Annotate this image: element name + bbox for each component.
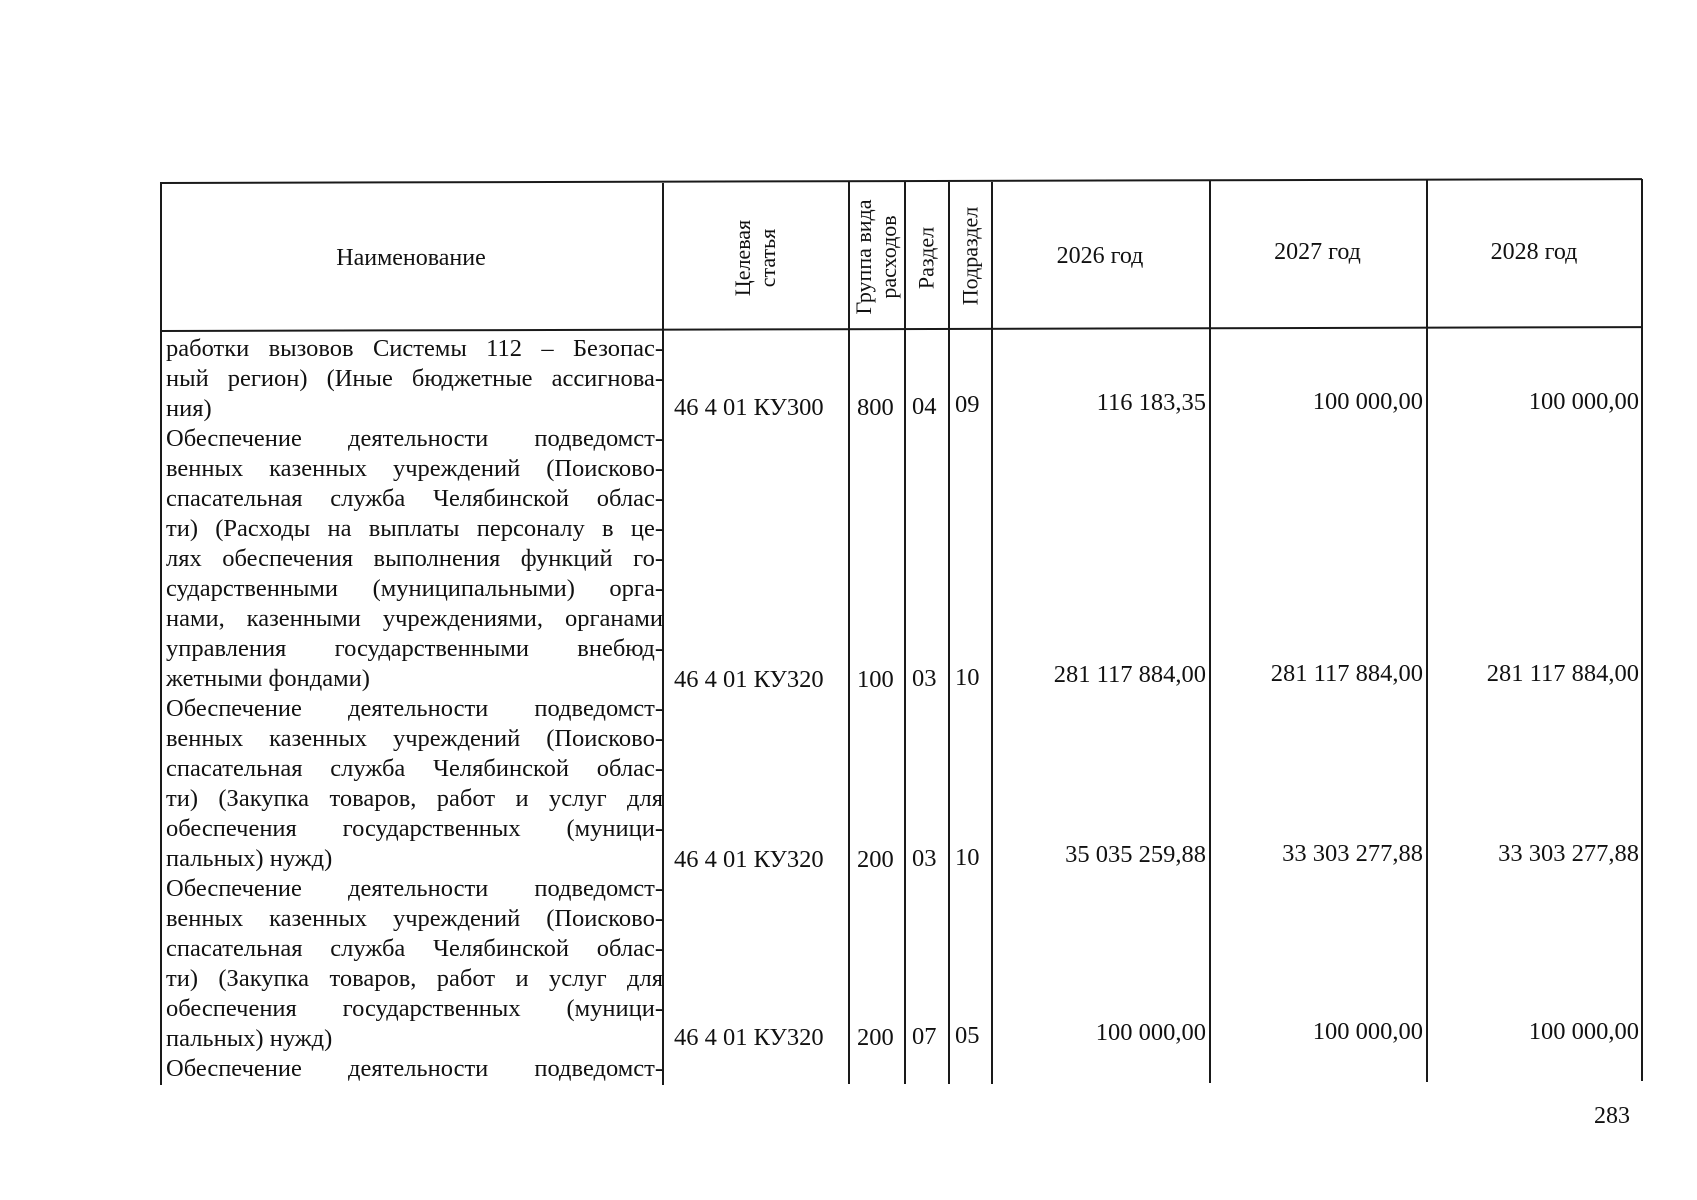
row2-name-line: управления государственными внебюд- bbox=[166, 635, 663, 662]
header-target-article bbox=[730, 220, 780, 296]
row4-2026: 100 000,00 bbox=[1095, 1019, 1206, 1046]
row1-article: 46 4 01 КУ300 bbox=[674, 394, 824, 421]
header-target-article-line1: Целевая bbox=[730, 219, 755, 297]
row4-section: 07 bbox=[912, 1023, 937, 1050]
row2-name-line: ти) (Расходы на выплаты персоналу в це- bbox=[166, 515, 663, 542]
col-border-section bbox=[948, 182, 950, 1084]
header-expense-group bbox=[851, 200, 901, 315]
row1-section: 04 bbox=[912, 393, 937, 420]
row3-name bbox=[166, 694, 663, 874]
row4-subsection: 05 bbox=[955, 1022, 980, 1049]
row3-2026: 35 035 259,88 bbox=[1065, 841, 1206, 868]
row3-section: 03 bbox=[912, 845, 937, 872]
row3-2027: 33 303 277,88 bbox=[1282, 840, 1423, 867]
row2-group: 100 bbox=[857, 666, 894, 693]
row4-name-line: пальных) нужд) bbox=[166, 1025, 333, 1052]
row1-group: 800 bbox=[857, 394, 894, 421]
header-section: Раздел bbox=[913, 226, 939, 290]
row3-subsection: 10 bbox=[955, 844, 980, 871]
row2-name bbox=[166, 424, 663, 694]
col-border-2027 bbox=[1426, 180, 1428, 1082]
row4-article: 46 4 01 КУ320 bbox=[674, 1024, 824, 1051]
row2-2028: 281 117 884,00 bbox=[1486, 660, 1639, 687]
row3-name-line: обеспечения государственных (муници- bbox=[166, 815, 663, 842]
row4-name-line: венных казенных учреждений (Поисково- bbox=[166, 905, 663, 932]
row3-2028: 33 303 277,88 bbox=[1498, 840, 1639, 867]
col-border-left bbox=[160, 183, 162, 1085]
row4-name-line: ти) (Закупка товаров, работ и услуг для bbox=[166, 965, 663, 992]
col-border-subsection bbox=[991, 182, 993, 1084]
header-bottom-border bbox=[160, 326, 1642, 332]
header-subsection: Подраздел bbox=[957, 206, 983, 306]
row4-group: 200 bbox=[857, 1024, 894, 1051]
row1-2027: 100 000,00 bbox=[1312, 388, 1423, 415]
row4-name-line: обеспечения государственных (муници- bbox=[166, 995, 663, 1022]
header-name: Наименование bbox=[336, 245, 486, 271]
table-top-border bbox=[160, 178, 1642, 184]
header-2027: 2027 год bbox=[1274, 239, 1361, 265]
trailing-name-line bbox=[166, 1054, 663, 1084]
row2-name-line: нами, казенными учреждениями, органами bbox=[166, 605, 663, 632]
row2-name-line: сударственными (муниципальными) орга- bbox=[166, 575, 663, 602]
col-border-2026 bbox=[1209, 181, 1211, 1083]
row3-article: 46 4 01 КУ320 bbox=[674, 846, 824, 873]
header-expense-group-line2: расходов bbox=[876, 215, 901, 299]
row1-2028: 100 000,00 bbox=[1528, 388, 1639, 415]
row2-name-line: Обеспечение деятельности подведомст- bbox=[166, 425, 663, 452]
row3-group: 200 bbox=[857, 846, 894, 873]
row4-name bbox=[166, 874, 663, 1054]
row4-2028: 100 000,00 bbox=[1528, 1018, 1639, 1045]
row1-name-line: ный регион) (Иные бюджетные ассигнова- bbox=[166, 365, 663, 392]
row2-name-line: венных казенных учреждений (Поисково- bbox=[166, 455, 663, 482]
row2-subsection: 10 bbox=[955, 664, 980, 691]
row1-name-line: работки вызовов Системы 112 – Безопас- bbox=[166, 335, 663, 362]
row1-name-line: ния) bbox=[166, 395, 212, 422]
row4-name-line: спасательная служба Челябинской облас- bbox=[166, 935, 663, 962]
col-border-right bbox=[1641, 179, 1643, 1081]
header-expense-group-line1: Группа вида bbox=[851, 199, 876, 315]
row3-name-line: спасательная служба Челябинской облас- bbox=[166, 755, 663, 782]
header-2028: 2028 год bbox=[1490, 239, 1578, 265]
row3-name-line: венных казенных учреждений (Поисково- bbox=[166, 725, 663, 752]
row4-name-line: Обеспечение деятельности подведомст- bbox=[166, 875, 663, 902]
row2-name-line: спасательная служба Челябинской облас- bbox=[166, 485, 663, 512]
row2-section: 03 bbox=[912, 665, 937, 692]
row1-subsection: 09 bbox=[955, 391, 980, 418]
row3-name-line: ти) (Закупка товаров, работ и услуг для bbox=[166, 785, 663, 812]
trailing-name-text: Обеспечение деятельности подведомст- bbox=[166, 1055, 663, 1082]
row4-2027: 100 000,00 bbox=[1312, 1018, 1423, 1045]
row2-name-line: жетными фондами) bbox=[166, 665, 370, 692]
header-2026: 2026 год bbox=[1056, 243, 1144, 269]
row3-name-line: Обеспечение деятельности подведомст- bbox=[166, 695, 663, 722]
row2-2027: 281 117 884,00 bbox=[1270, 660, 1423, 687]
row3-name-line: пальных) нужд) bbox=[166, 845, 333, 872]
col-border-group bbox=[904, 182, 906, 1084]
col-border-article bbox=[848, 182, 850, 1084]
row2-article: 46 4 01 КУ320 bbox=[674, 666, 824, 693]
row2-name-line: лях обеспечения выполнения функций го- bbox=[166, 545, 663, 572]
row2-2026: 281 117 884,00 bbox=[1053, 661, 1206, 688]
header-target-article-line2: статья bbox=[755, 228, 780, 288]
page-number: 283 bbox=[1594, 1103, 1630, 1129]
row1-2026: 116 183,35 bbox=[1096, 389, 1206, 416]
row1-name bbox=[166, 334, 663, 424]
